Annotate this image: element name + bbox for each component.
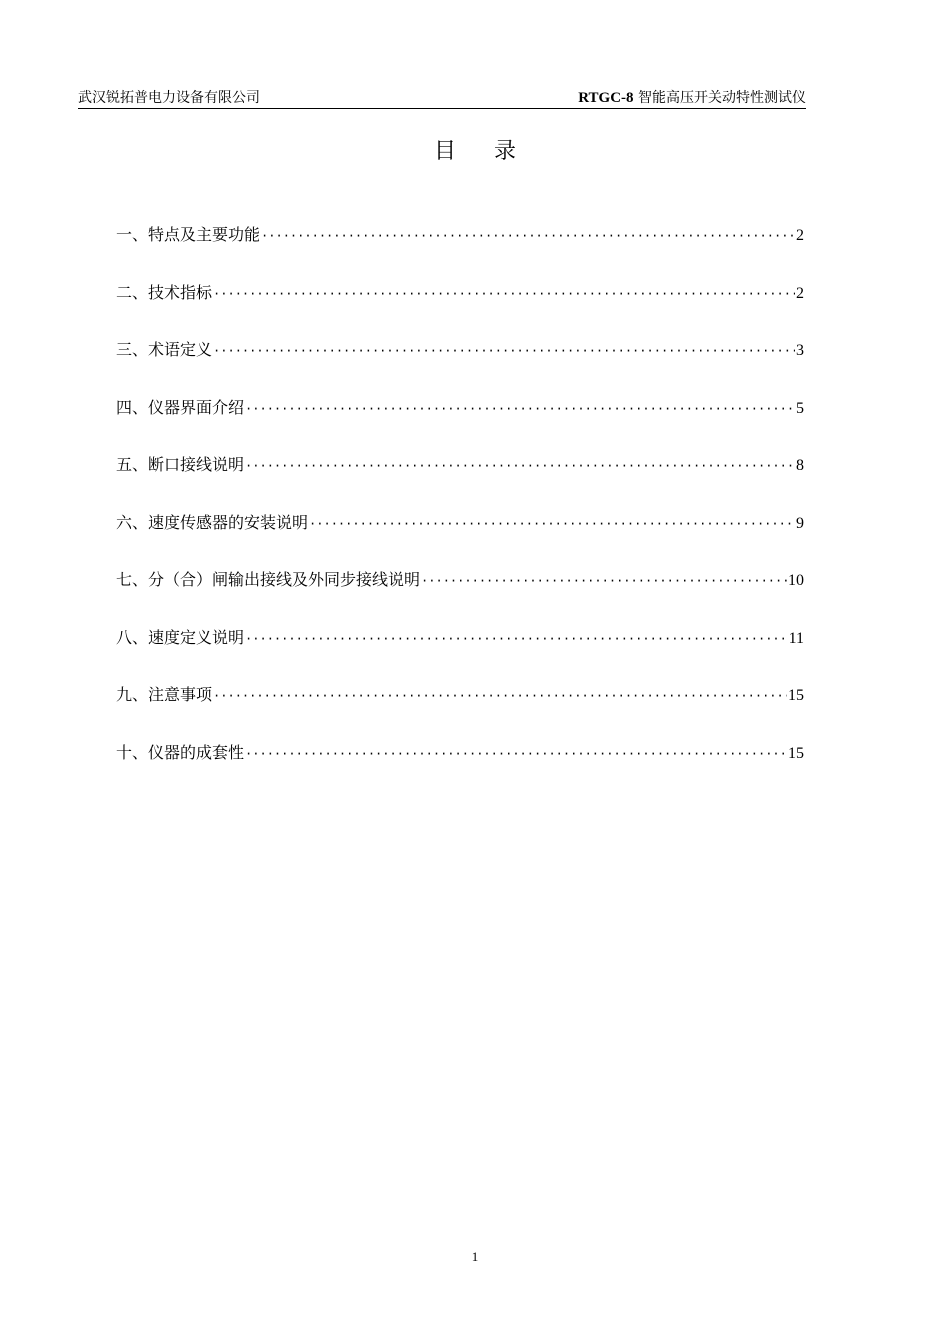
toc-entry[interactable] [116, 568, 804, 626]
toc-entry-label: 九、注意事项 [116, 685, 213, 704]
toc-dot-leader [213, 684, 787, 708]
toc-entry-page: 15 [788, 744, 804, 762]
toc-dot-leader [245, 454, 795, 478]
product-name: 智能高压开关动特性测试仪 [638, 90, 806, 106]
toc-dot-leader [245, 742, 787, 766]
toc-entry-page: 9 [796, 514, 804, 532]
company-name: 武汉锐拓普电力设备有限公司 [78, 90, 260, 106]
toc-entry-label: 六、速度传感器的安装说明 [116, 512, 309, 532]
toc-entry[interactable] [116, 626, 804, 684]
toc-entry-page: 8 [796, 457, 804, 474]
toc-dot-leader [261, 224, 795, 248]
toc-entry-page: 5 [796, 399, 804, 417]
toc-entry-label: 四、仪器界面介绍 [116, 397, 245, 417]
table-of-contents [116, 223, 804, 798]
toc-entry[interactable] [116, 683, 804, 741]
toc-entry[interactable] [116, 511, 804, 569]
product-model: RTGC-8 [578, 90, 634, 106]
toc-heading [0, 138, 950, 166]
page-number: 1 [471, 1249, 479, 1264]
page-header [78, 88, 806, 109]
toc-entry-page: 10 [788, 572, 804, 589]
toc-dot-leader [245, 627, 788, 651]
toc-entry-label: 八、速度定义说明 [116, 627, 245, 647]
toc-entry-label: 二、技术指标 [116, 282, 213, 302]
toc-entry-label: 三、术语定义 [116, 340, 213, 359]
toc-entry-label: 五、断口接线说明 [116, 455, 245, 474]
toc-entry-page: 2 [796, 284, 804, 302]
toc-entry-page: 15 [788, 687, 804, 704]
toc-heading-char-1: 目 [433, 139, 456, 164]
toc-dot-leader [213, 282, 795, 306]
toc-entry[interactable] [116, 281, 804, 339]
toc-entry[interactable] [116, 396, 804, 454]
toc-entry[interactable] [116, 338, 804, 396]
toc-dot-leader [213, 339, 795, 363]
toc-entry[interactable] [116, 453, 804, 511]
toc-entry-label: 七、分（合）闸输出接线及外同步接线说明 [116, 570, 421, 589]
toc-entry-label: 一、特点及主要功能 [116, 225, 261, 244]
toc-dot-leader [309, 512, 795, 536]
toc-dot-leader [245, 397, 795, 421]
toc-entry-page: 11 [788, 629, 804, 647]
toc-entry[interactable] [116, 741, 804, 799]
toc-entry-page: 2 [796, 227, 804, 244]
toc-entry-page: 3 [796, 342, 804, 359]
toc-entry[interactable] [116, 223, 804, 281]
product-title [578, 89, 806, 107]
toc-dot-leader [421, 569, 787, 593]
toc-heading-char-2: 录 [494, 139, 517, 164]
toc-entry-label: 十、仪器的成套性 [116, 742, 245, 762]
